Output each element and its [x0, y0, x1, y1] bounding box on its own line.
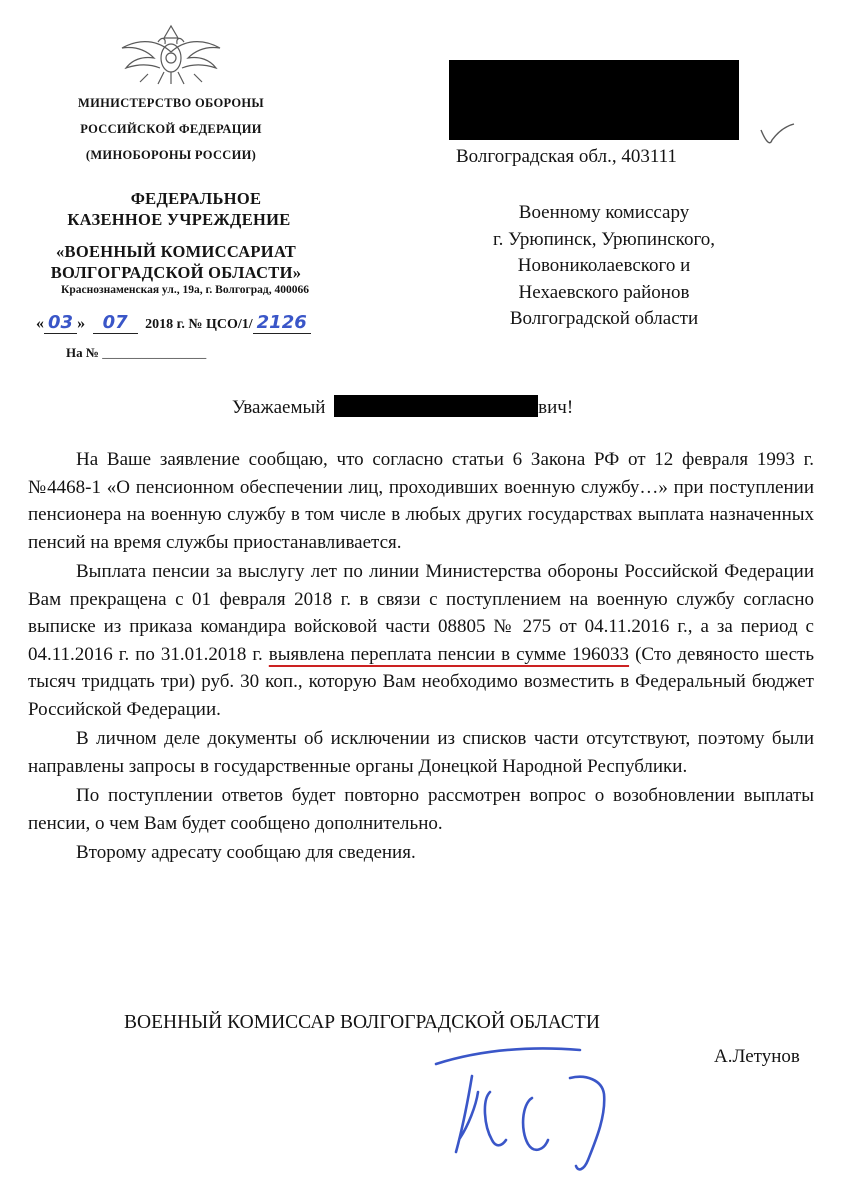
addressee-line-5: Волгоградской области [509, 308, 699, 329]
paragraph-4: По поступлении ответов будет повторно рассмотрен вопрос о возобновлении выплаты пенсии, о чем Вам будет сообщено дополнительно. [28, 785, 814, 834]
date-day-handwritten: 03 [44, 312, 77, 334]
letter-body [28, 446, 814, 869]
checkmark-handwritten [758, 120, 798, 148]
paragraph-2-part-b: (Сто девяносто шесть тысяч тридцать три) руб. 30 коп., которую Вам необходимо возместить в Федеральный бюджет Российской Федерации. [28, 643, 815, 720]
ministry-name-line3: (МИНОБОРОНЫ РОССИИ) [85, 148, 257, 162]
paragraph-1: На Ваше заявление сообщаю, что согласно статьи 6 Закона РФ от 12 февраля 1993 г. №4468-1 «О пенсионном обеспечении лиц, проходивших военную службу…» при поступлении пенсионера на военную службу в том числе в любых других государствах выплата назначенных пенсий на время службы приостанавливается. [28, 449, 814, 553]
addressee-line-4: Нехаевского районов [518, 281, 690, 303]
signatory-title: ВОЕННЫЙ КОМИССАР ВОЛГОГРАДСКОЙ ОБЛАСТИ [124, 1012, 600, 1033]
paragraph-2-part-a: Выплата пенсии за выслугу лет по линии Министерства обороны Российской Федерации Вам прекращена с 01 февраля 2018 г. в связи с поступлением на военную службу согласно выписке из приказа командира войсковой части 08805 № 275 от 04.11.2016 г., а за период с 04.11.2016 г. по 31.01.2018 г. [28, 561, 814, 665]
outgoing-date-line: « 03 » 07 2018 г. № ЦСО/1/ 2126 [36, 312, 356, 333]
org-name-line2: КАЗЕННОЕ УЧРЕЖДЕНИЕ [67, 210, 291, 229]
org-name-line4: ВОЛГОГРАДСКОЙ ОБЛАСТИ» [50, 263, 302, 282]
addressee-line-3: Новониколаевского и [517, 255, 691, 276]
addressee-line-2: г. Урюпинск, Урюпинского, [492, 228, 716, 250]
handwritten-signature [420, 1030, 640, 1180]
greeting [232, 395, 573, 419]
org-address: Краснознаменская ул., 19а, г. Волгоград, 400066 [61, 284, 309, 296]
recipient-address: Волгоградская обл., 403111 [456, 146, 677, 167]
overpayment-amount-underlined: выявлена переплата пенсии в сумме 196033 [268, 643, 630, 665]
paragraph-3: В личном деле документы об исключении из списков части отсутствуют, поэтому были направлены запросы в государственные органы Донецкой Народной Республики. [28, 728, 814, 777]
paragraph-5: Второму адресату сообщаю для сведения. [76, 842, 416, 863]
double-headed-eagle-emblem [118, 18, 224, 88]
paragraph-2 [28, 558, 814, 723]
redacted-recipient-name [449, 60, 739, 140]
org-name-line1: ФЕДЕРАЛЬНОЕ [130, 189, 262, 208]
greeting-suffix: вич! [538, 397, 574, 418]
reference-number-line [66, 345, 206, 361]
addressee-block [424, 200, 784, 333]
ministry-name-line1: МИНИСТЕРСТВО ОБОРОНЫ [78, 96, 264, 110]
ministry-name-line2: РОССИЙСКОЙ ФЕДЕРАЦИИ [80, 122, 262, 136]
org-name-line3: «ВОЕННЫЙ КОМИССАРИАТ [55, 242, 297, 261]
date-month-handwritten: 07 [93, 312, 138, 334]
addressee-line-1: Военному комиссару [518, 202, 690, 223]
text-fragment-left [444, 120, 450, 134]
date-year-and-prefix: 2018 г. № ЦСО/1/ [145, 317, 253, 332]
redacted-addressee-name [334, 395, 538, 417]
registration-number-handwritten: 2126 [253, 312, 311, 334]
reference-label: На № [66, 345, 99, 360]
reference-blank: ________________ [102, 345, 207, 360]
greeting-prefix: Уважаемый [232, 397, 326, 418]
signatory-name: А.Летунов [714, 1046, 800, 1067]
